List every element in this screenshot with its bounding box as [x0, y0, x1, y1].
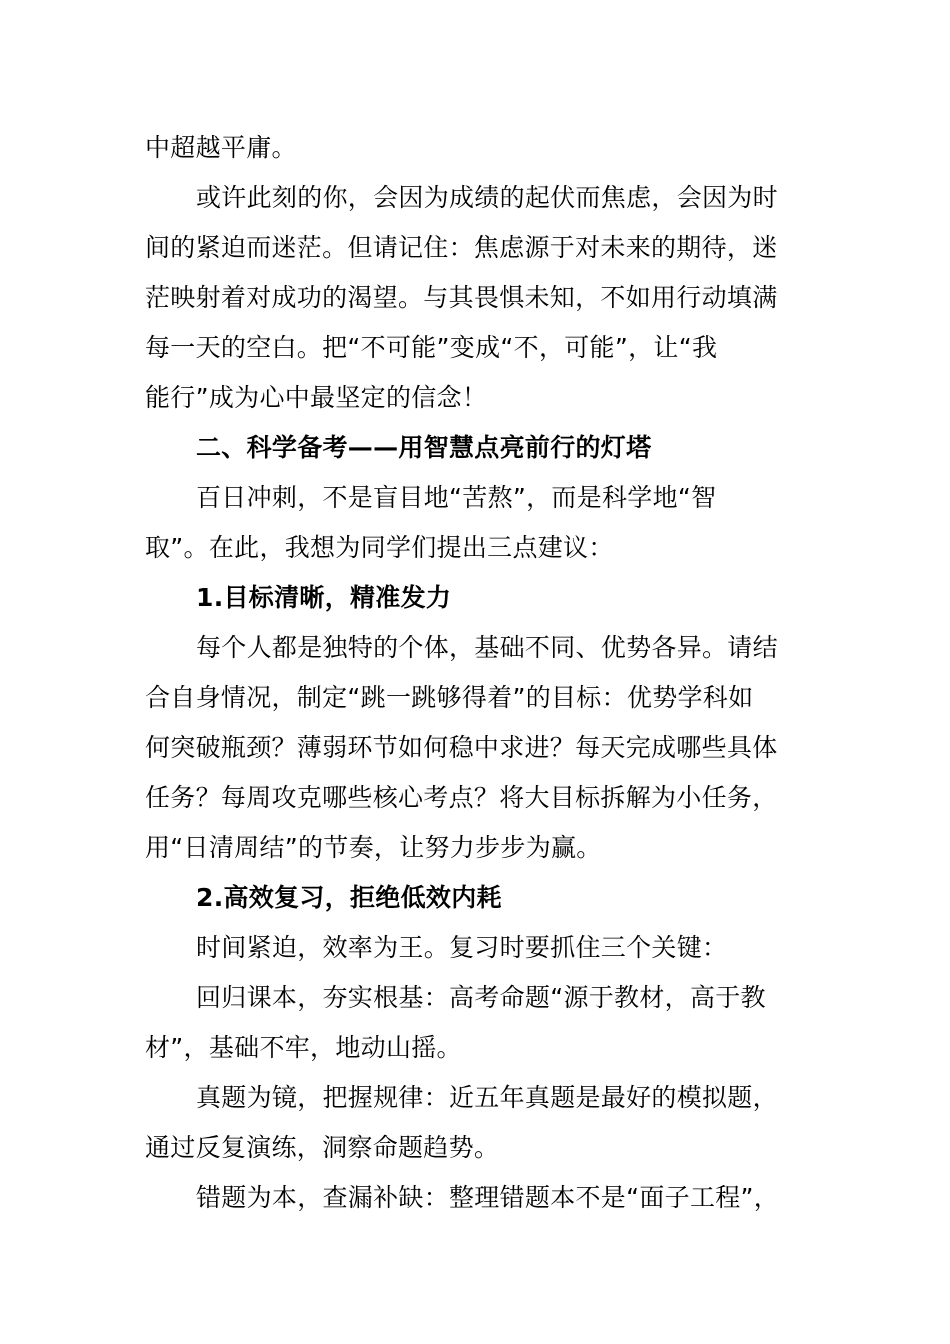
paragraph-line: 或许此刻的你，会因为成绩的起伏而焦虑，会因为时 — [196, 183, 778, 212]
section-heading: 二、科学备考——用智慧点亮前行的灯塔 — [196, 433, 652, 462]
paragraph-line: 每个人都是独特的个体，基础不同、优势各异。请结 — [196, 633, 778, 662]
paragraph-line: 真题为镜，把握规律：近五年真题是最好的模拟题， — [196, 1083, 778, 1112]
subsection-heading: 1.目标清晰，精准发力 — [196, 583, 452, 612]
paragraph-line: 错题为本，查漏补缺：整理错题本不是“面子工程”， — [196, 1183, 780, 1212]
paragraph-line: 茫映射着对成功的渴望。与其畏惧未知，不如用行动填满 — [145, 283, 778, 312]
paragraph-line: 回归课本，夯实根基：高考命题“源于教材，高于教 — [196, 983, 766, 1012]
paragraph-line: 材”，基础不牢，地动山摇。 — [145, 1033, 462, 1062]
paragraph-line: 间的紧迫而迷茫。但请记住：焦虑源于对未来的期待，迷 — [145, 233, 778, 262]
paragraph-line: 时间紧迫，效率为王。复习时要抓住三个关键： — [196, 933, 728, 962]
paragraph-line: 每一天的空白。把“不可能”变成“不，可能”，让“我 — [145, 333, 718, 362]
paragraph-line: 百日冲刺，不是盲目地“苦熬”，而是科学地“智 — [196, 483, 717, 512]
paragraph-line: 用“日清周结”的节奏，让努力步步为赢。 — [145, 833, 602, 862]
paragraph-line: 中超越平庸。 — [145, 133, 297, 162]
paragraph-line: 能行”成为心中最坚定的信念！ — [145, 383, 488, 412]
paragraph-line: 合自身情况，制定“跳一跳够得着”的目标：优势学科如 — [145, 683, 754, 712]
paragraph-line: 取”。在此，我想为同学们提出三点建议： — [145, 533, 614, 562]
paragraph-line: 通过反复演练，洞察命题趋势。 — [145, 1133, 500, 1162]
paragraph-line: 任务？每周攻克哪些核心考点？将大目标拆解为小任务， — [145, 783, 778, 812]
subsection-heading: 2.高效复习，拒绝低效内耗 — [196, 883, 502, 912]
paragraph-line: 何突破瓶颈？薄弱环节如何稳中求进？每天完成哪些具体 — [145, 733, 778, 762]
